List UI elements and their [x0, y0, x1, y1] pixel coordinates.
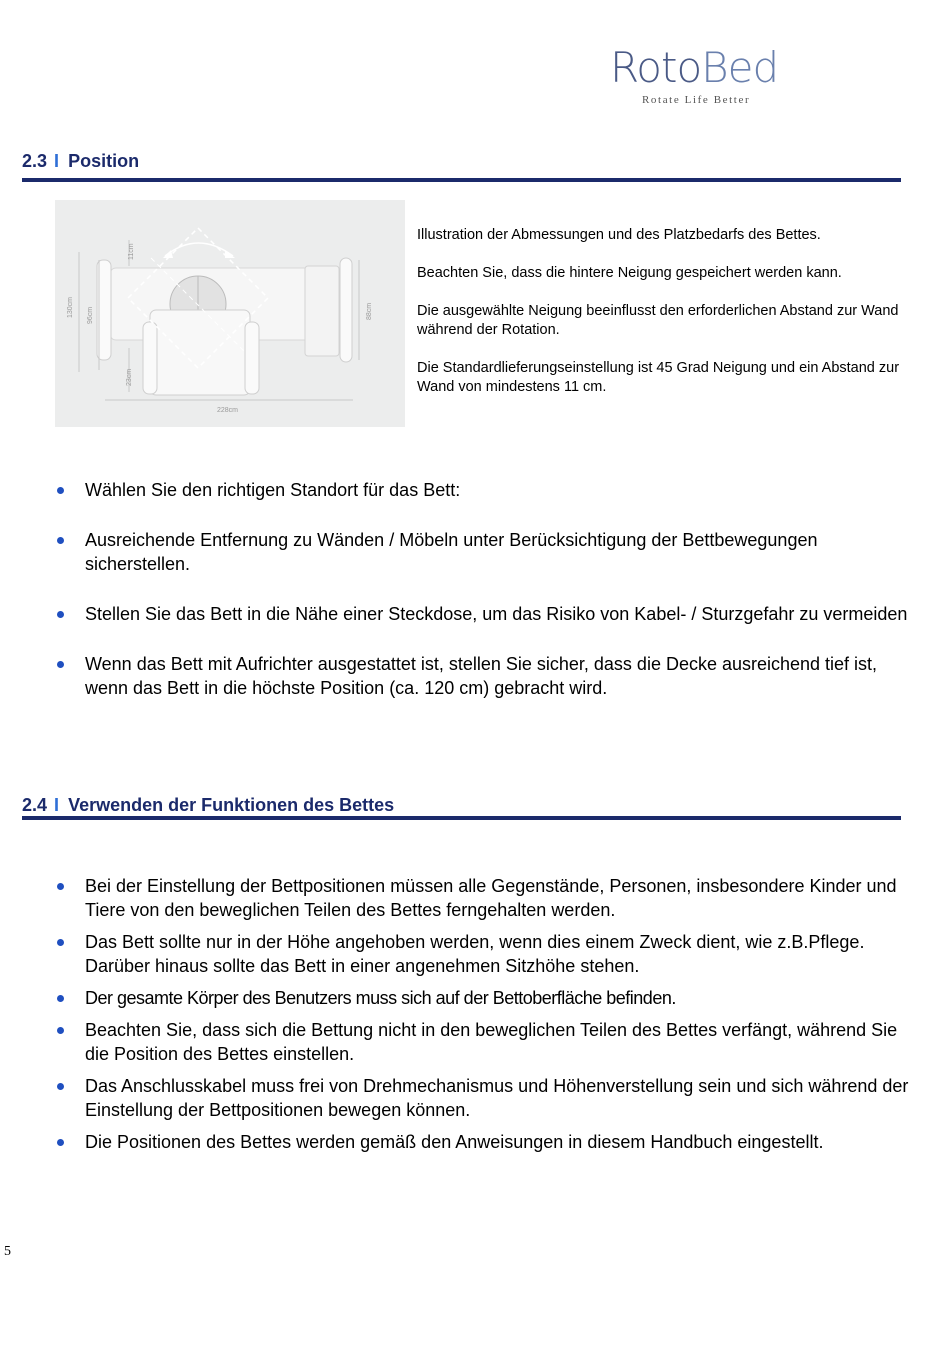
bullet-dot: [57, 661, 64, 668]
section-title: Verwenden der Funktionen des Bettes: [68, 795, 395, 815]
list-item: [50, 1018, 910, 1066]
bullet-dot: [57, 1083, 64, 1090]
dim-label-130: 130cm: [67, 296, 74, 318]
section-heading-2-4: [22, 795, 394, 816]
section-rule: [22, 816, 901, 820]
dim-label-228: 228cm: [217, 407, 239, 414]
dim-label-23: 23cm: [126, 368, 133, 386]
page-number: 5: [4, 1244, 11, 1259]
bullet-dot: [57, 487, 64, 494]
dim-label-11: 11cm: [128, 243, 135, 260]
logo-wordmark: [610, 44, 810, 92]
list-item: [50, 478, 910, 502]
bullet-dot: [57, 939, 64, 946]
list-item-text: Stellen Sie das Bett in die Nähe einer Steckdose, um das Risiko von Kabel- / Sturzgefahr zu vermeiden: [85, 604, 908, 624]
section-rule: [22, 178, 901, 182]
list-item: [50, 1130, 910, 1154]
rotobed-logo: [610, 44, 810, 106]
list-item-text: Das Anschlusskabel muss frei von Drehmechanismus und Höhenverstellung sein und sich während der Einstellung der Bettpositionen bewegen können.: [85, 1076, 909, 1120]
section-number: 2.3: [22, 151, 48, 171]
list-item-text: Die Positionen des Bettes werden gemäß den Anweisungen in diesem Handbuch eingestellt.: [85, 1132, 824, 1152]
bullet-dot: [57, 1139, 64, 1146]
illustration-notes: [417, 226, 917, 416]
logo-tagline: Rotate Life Better: [642, 94, 751, 106]
bullet-dot: [57, 995, 64, 1002]
list-item-text: Beachten Sie, dass sich die Bettung nicht in den beweglichen Teilen des Bettes verfängt, während Sie die Position des Bettes einstellen.: [85, 1020, 898, 1064]
dim-label-96: 96cm: [87, 306, 94, 324]
position-bullet-list: [50, 478, 910, 700]
bed-diagram-svg: [55, 200, 405, 427]
section-separator: I: [54, 151, 60, 171]
list-item-text: Bei der Einstellung der Bettpositionen müssen alle Gegenstände, Personen, insbesondere Kinder und Tiere von den beweglichen Teilen des Bettes ferngehalten werden.: [85, 876, 897, 920]
list-item: [50, 602, 910, 626]
illustration-note: Beachten Sie, dass die hintere Neigung gespeichert werden kann.: [417, 265, 842, 281]
section-heading-2-3: [22, 151, 139, 172]
list-item-text: Wählen Sie den richtigen Standort für das Bett:: [85, 480, 461, 500]
section-separator: I: [54, 795, 60, 815]
list-item-text: Das Bett sollte nur in der Höhe angehoben werden, wenn dies einem Zweck dient, wie z.B.Pflege. Darüber hinaus sollte das Bett in einer angenehmen Sitzhöhe stehen.: [85, 932, 865, 976]
bullet-dot: [57, 611, 64, 618]
logo-word-bed: Bed: [701, 43, 779, 92]
list-item: [50, 874, 910, 922]
bullet-dot: [57, 1027, 64, 1034]
illustration-note: Illustration der Abmessungen und des Platzbedarfs des Bettes.: [417, 227, 821, 243]
list-item-text: Der gesamte Körper des Benutzers muss sich auf der Bettoberfläche befinden.: [85, 988, 676, 1008]
list-item-text: Ausreichende Entfernung zu Wänden / Möbeln unter Berücksichtigung der Bettbewegungen sicherstellen.: [85, 530, 818, 574]
bullet-dot: [57, 883, 64, 890]
illustration-note: Die ausgewählte Neigung beeinflusst den erforderlichen Abstand zur Wand während der Rotation.: [417, 303, 899, 338]
section-title: Position: [68, 151, 140, 171]
list-item: [50, 528, 910, 576]
functions-bullet-list: [50, 874, 910, 1154]
logo-word-roto: Roto: [610, 43, 702, 92]
illustration-note: Die Standardlieferungseinstellung ist 45 Grad Neigung und ein Abstand zur Wand von mindestens 11 cm.: [417, 360, 900, 395]
list-item: [50, 986, 910, 1010]
bullet-dot: [57, 537, 64, 544]
list-item: [50, 652, 910, 700]
dim-label-88: 88cm: [366, 302, 373, 320]
section-number: 2.4: [22, 795, 48, 815]
bed-dimension-illustration: [55, 200, 405, 427]
list-item-text: Wenn das Bett mit Aufrichter ausgestattet ist, stellen Sie sicher, dass die Decke ausreichend tief ist, wenn das Bett in die höchste Position (ca. 120 cm) gebracht wird.: [85, 654, 878, 698]
list-item: [50, 930, 910, 978]
list-item: [50, 1074, 910, 1122]
